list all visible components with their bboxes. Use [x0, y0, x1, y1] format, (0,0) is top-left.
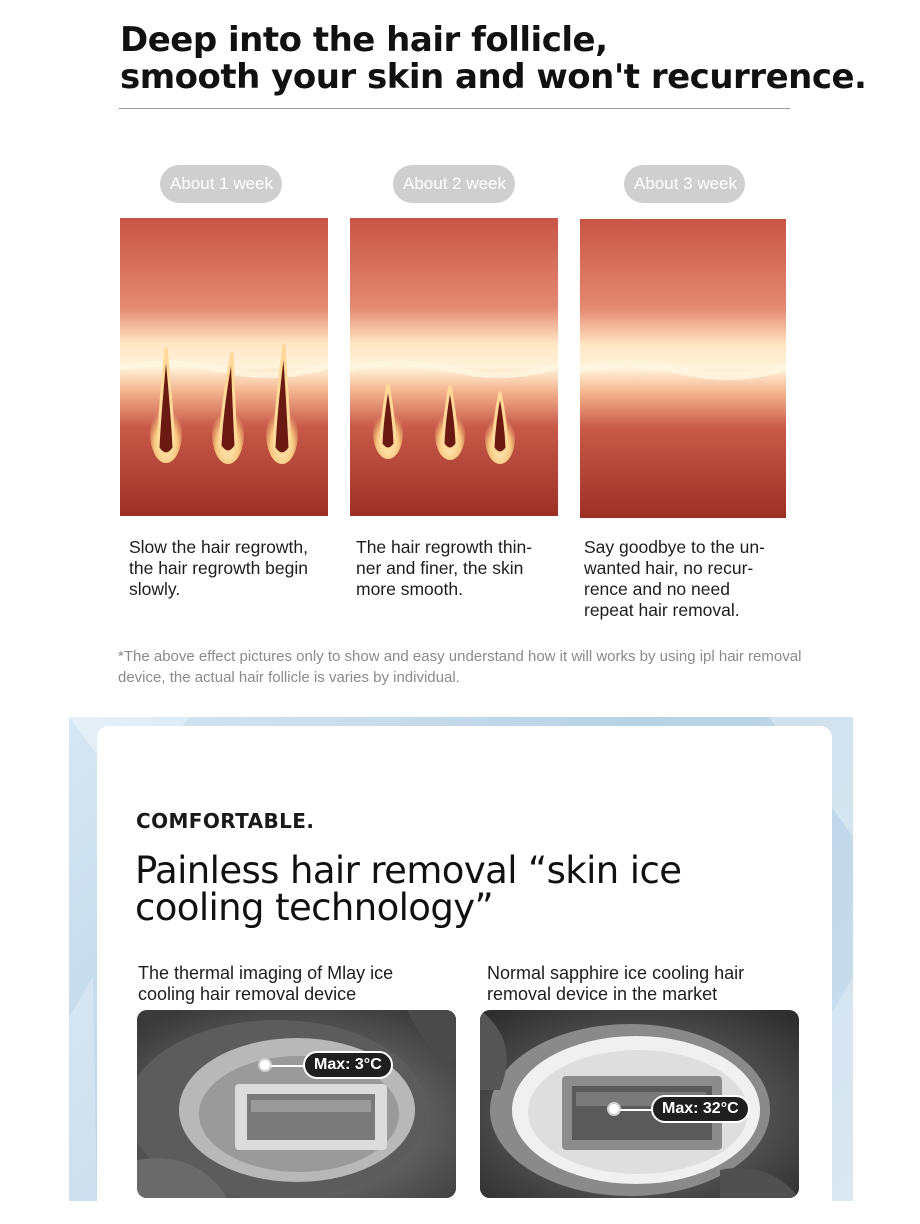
- headline: [120, 20, 867, 97]
- stage-2-description: The hair regrowth thin-ner and finer, the skin more smooth.: [356, 537, 533, 599]
- stage-3-description: Say goodbye to the un-wanted hair, no recur-rence and no need repeat hair removal.: [584, 537, 765, 620]
- right-caption: Normal sapphire ice cooling hair removal device in the market: [487, 963, 745, 1004]
- left-max-temp-badge: Max: 3°C: [303, 1051, 393, 1079]
- right-max-temp-badge: Max: 32°C: [651, 1095, 750, 1123]
- stage-2-label: About 2 week: [393, 165, 515, 203]
- left-measure-line: [271, 1065, 305, 1067]
- stage-2-skin-illustration: [350, 218, 558, 516]
- left-measure-point: [258, 1058, 272, 1072]
- stage-3-label: About 3 week: [624, 165, 745, 203]
- stage-1-label: About 1 week: [160, 165, 282, 203]
- right-measure-point: [607, 1102, 621, 1116]
- right-measure-line: [620, 1109, 653, 1111]
- left-caption: The thermal imaging of Mlay ice cooling hair removal device: [138, 963, 394, 1004]
- stage-3-skin-illustration: [580, 219, 786, 518]
- section-title-line-1: Painless hair removal “skin ice: [135, 849, 682, 892]
- stage-1-description: Slow the hair regrowth, the hair regrowth begin slowly.: [129, 537, 308, 599]
- headline-divider: [119, 108, 790, 109]
- section-title-line-2: cooling technology”: [135, 886, 494, 929]
- stage-1-skin-illustration: [120, 218, 328, 516]
- section-title: [135, 849, 775, 929]
- sapphire-thermal-image: [480, 1010, 799, 1198]
- disclaimer-note: *The above effect pictures only to show and easy understand how it will works by using ipl hair removal device, the actual hair follicle is varies by individual.: [118, 648, 802, 686]
- headline-line-2: smooth your skin and won't recurrence.: [120, 57, 867, 97]
- headline-line-1: Deep into the hair follicle,: [120, 20, 608, 60]
- mlay-thermal-image: [137, 1010, 456, 1198]
- section-kicker: COMFORTABLE.: [136, 809, 315, 833]
